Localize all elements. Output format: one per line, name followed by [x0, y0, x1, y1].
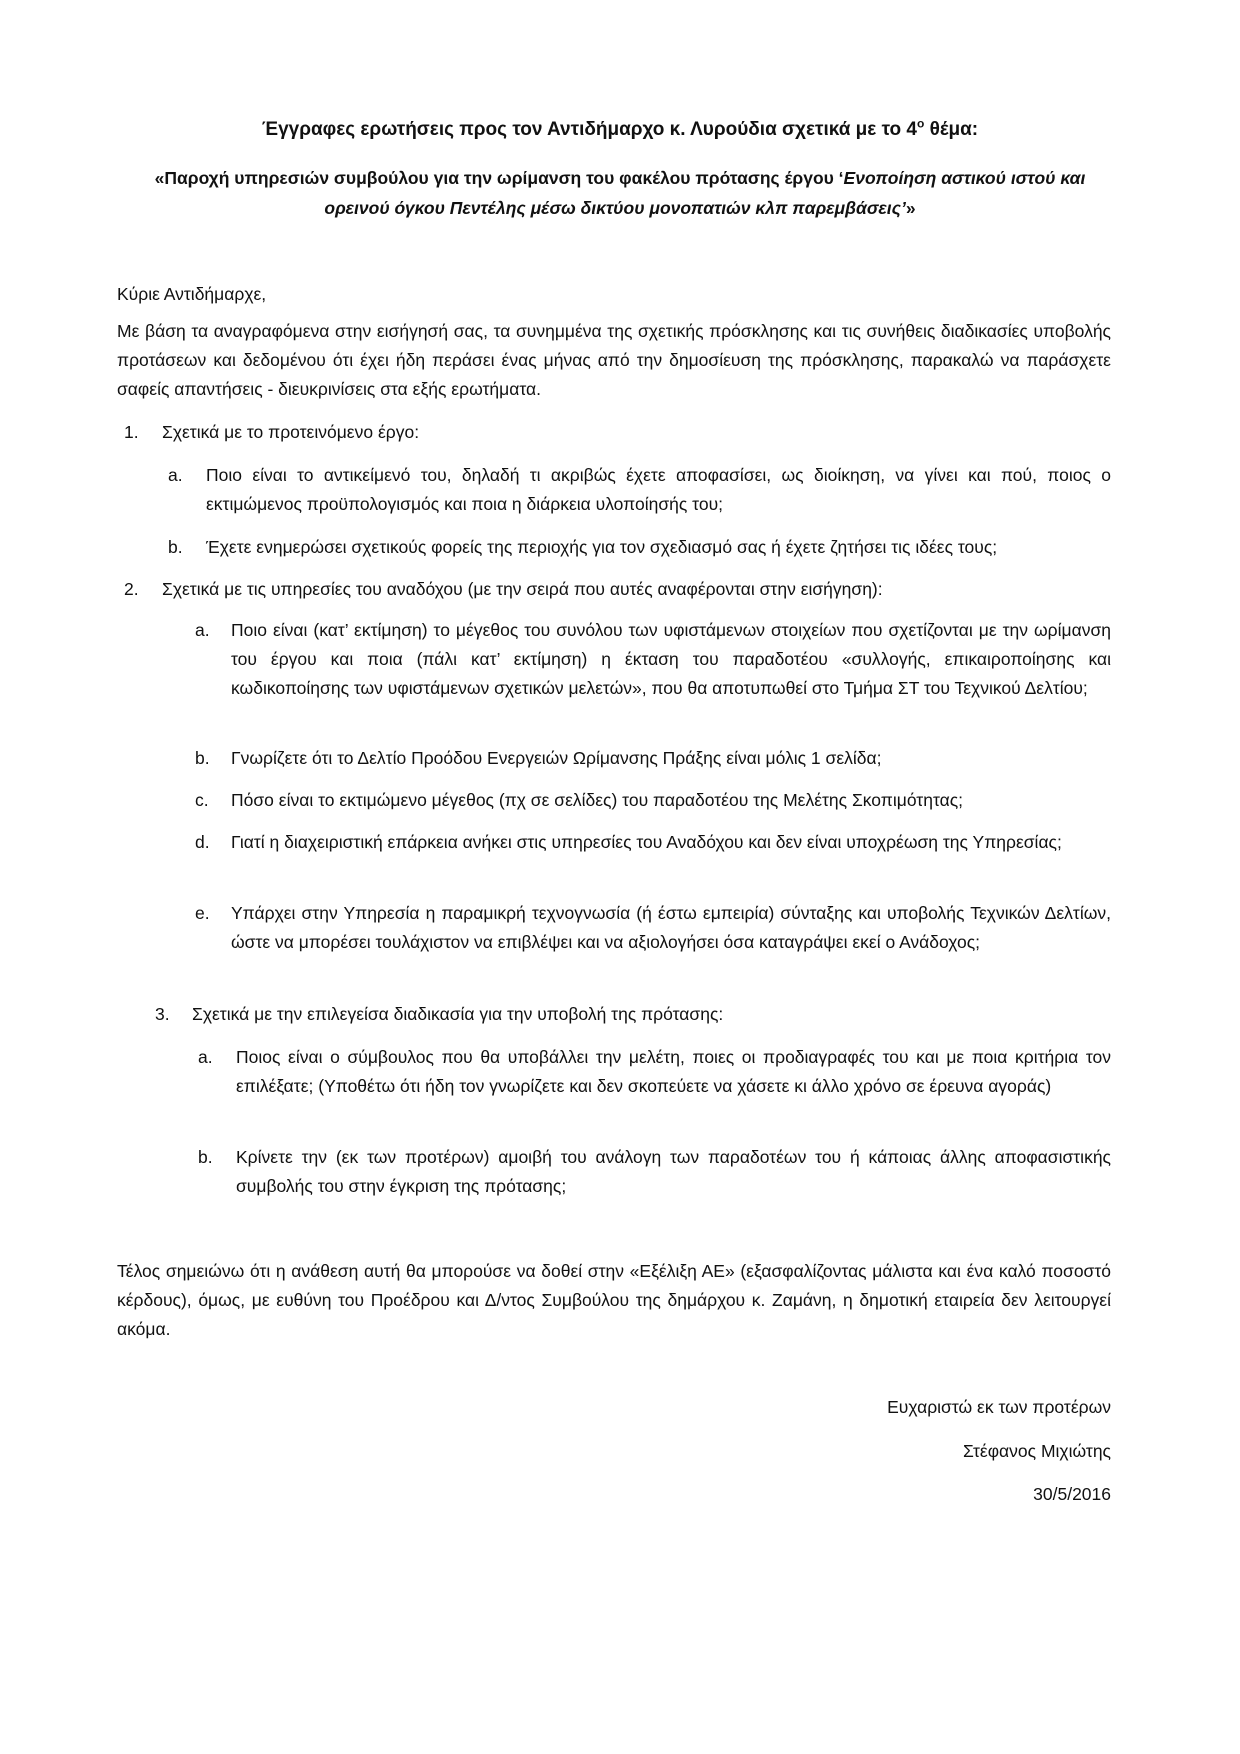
section-2-item-b-text: Γνωρίζετε ότι το Δελτίο Προόδου Ενεργειών Ωρίμανσης Πράξης είναι μόλις 1 σελίδα;	[231, 748, 882, 768]
section-2-item-b-letter: b.	[195, 748, 210, 768]
section-2-item-a-text: Ποιο είναι (κατ’ εκτίμηση) το μέγεθος του συνόλου των υφιστάμενων στοιχείων που σχετίζονται με την ωρίμανση του έργου και ποια (πάλι κατ’ εκτίμηση) η έκταση του παραδοτέου «συλλογής, επικαιροποίησης και κωδικοποίησης των υφιστάμενων σχετικών μελετών», που θα αποτυπωθεί στο Τμήμα ΣΤ του Τεχνικού Δελτίου;	[231, 620, 1111, 698]
section-1-item-b-letter: b.	[168, 537, 183, 557]
document-subtitle	[100, 163, 1140, 223]
section-2-item-d-text: Γιατί η διαχειριστική επάρκεια ανήκει στις υπηρεσίες του Αναδόχου και δεν είναι υποχρέωση της Υπηρεσίας;	[231, 832, 1062, 852]
salutation: Κύριε Αντιδήμαρχε,	[117, 284, 267, 304]
intro-paragraph: Με βάση τα αναγραφόμενα στην εισήγησή σας, τα συνημμένα της σχετικής πρόσκλησης και τις συνήθεις διαδικασίες υποβολής προτάσεων και δεδομένου ότι έχει ήδη περάσει ένας μήνας από την δημοσίευση της πρόσκλησης, παρακαλώ να παράσχετε σαφείς απαντήσεις - διευκρινίσεις στα εξής ερωτήματα.	[117, 321, 1111, 399]
section-2-item-e-letter: e.	[195, 903, 210, 923]
section-1-item-b-text: Έχετε ενημερώσει σχετικούς φορείς της περιοχής για τον σχεδιασμό σας ή έχετε ζητήσει τις ιδέες τους;	[206, 537, 998, 557]
section-2-heading: Σχετικά με τις υπηρεσίες του αναδόχου (με την σειρά που αυτές αναφέρονται στην εισήγηση):	[162, 579, 883, 599]
title-suffix: θέμα:	[924, 119, 979, 140]
title-superscript: ο	[917, 116, 925, 131]
title-text: Έγγραφες ερωτήσεις προς τον Αντιδήμαρχο κ. Λυρούδια σχετικά με το 4	[261, 119, 917, 140]
subtitle-line2-italic: ορεινού όγκου Πεντέλης μέσω δικτύου μονοπατιών κλπ παρεμβάσεις’	[324, 198, 906, 218]
section-3-item-b-letter: b.	[198, 1147, 213, 1167]
subtitle-line2-plain: »	[905, 198, 916, 218]
signature-date: 30/5/2016	[1033, 1484, 1111, 1504]
section-1-number: 1.	[124, 422, 139, 442]
section-2-number: 2.	[124, 579, 139, 599]
subtitle-line1-plain: «Παροχή υπηρεσιών συμβούλου για την ωρίμανση του φακέλου πρότασης έργου ‘	[154, 168, 844, 188]
section-1-item-a-text: Ποιο είναι το αντικείμενό του, δηλαδή τι ακριβώς έχετε αποφασίσει, ως διοίκηση, να γίνει και πού, ποιος ο εκτιμώμενος προϋπολογισμός και ποια η διάρκεια υλοποίησής του;	[206, 465, 1111, 514]
section-3-item-b-text: Κρίνετε την (εκ των προτέρων) αμοιβή του ανάλογη των παραδοτέων του ή κάποιας άλλης αποφασιστικής συμβολής του στην έγκριση της πρότασης;	[236, 1147, 1111, 1196]
subtitle-line1-italic: Ενοποίηση αστικού ιστού και	[843, 168, 1086, 188]
closing-thanks: Ευχαριστώ εκ των προτέρων	[887, 1397, 1111, 1417]
section-2-item-e-text: Υπάρχει στην Υπηρεσία η παραμικρή τεχνογνωσία (ή έστω εμπειρία) σύνταξης και υποβολής Τεχνικών Δελτίων, ώστε να μπορέσει τουλάχιστον να επιβλέψει και να αξιολογήσει όσα καταγράψει εκεί ο Ανάδοχος;	[231, 903, 1111, 952]
section-2-item-c-text: Πόσο είναι το εκτιμώμενο μέγεθος (πχ σε σελίδες) του παραδοτέου της Μελέτης Σκοπιμότητας;	[231, 790, 964, 810]
section-3-item-a-letter: a.	[198, 1047, 213, 1067]
section-1-heading: Σχετικά με το προτεινόμενο έργο:	[162, 422, 420, 442]
signature-name: Στέφανος Μιχιώτης	[963, 1441, 1111, 1461]
section-2-item-d-letter: d.	[195, 832, 210, 852]
section-2-item-a-letter: a.	[195, 620, 210, 640]
section-3-item-a-text: Ποιος είναι ο σύμβουλος που θα υποβάλλει την μελέτη, ποιες οι προδιαγραφές του και με ποια κριτήρια τον επιλέξατε; (Υποθέτω ότι ήδη τον γνωρίζετε και δεν σκοπεύετε να χάσετε κι άλλο χρόνο σε έρευνα αγοράς)	[236, 1047, 1111, 1096]
section-2-item-c-letter: c.	[195, 790, 209, 810]
conclusion-paragraph: Τέλος σημειώνω ότι η ανάθεση αυτή θα μπορούσε να δοθεί στην «Εξέλιξη ΑΕ» (εξασφαλίζοντας μάλιστα και ένα καλό ποσοστό κέρδους), όμως, με ευθύνη του Προέδρου και Δ/ντος Συμβούλου της δημάρχου κ. Ζαμάνη, η δημοτική εταιρεία δεν λειτουργεί ακόμα.	[117, 1261, 1111, 1339]
document-title	[100, 117, 1140, 143]
section-3-heading: Σχετικά με την επιλεγείσα διαδικασία για την υποβολή της πρότασης:	[192, 1004, 724, 1024]
section-3-number: 3.	[155, 1004, 170, 1024]
section-1-item-a-letter: a.	[168, 465, 183, 485]
